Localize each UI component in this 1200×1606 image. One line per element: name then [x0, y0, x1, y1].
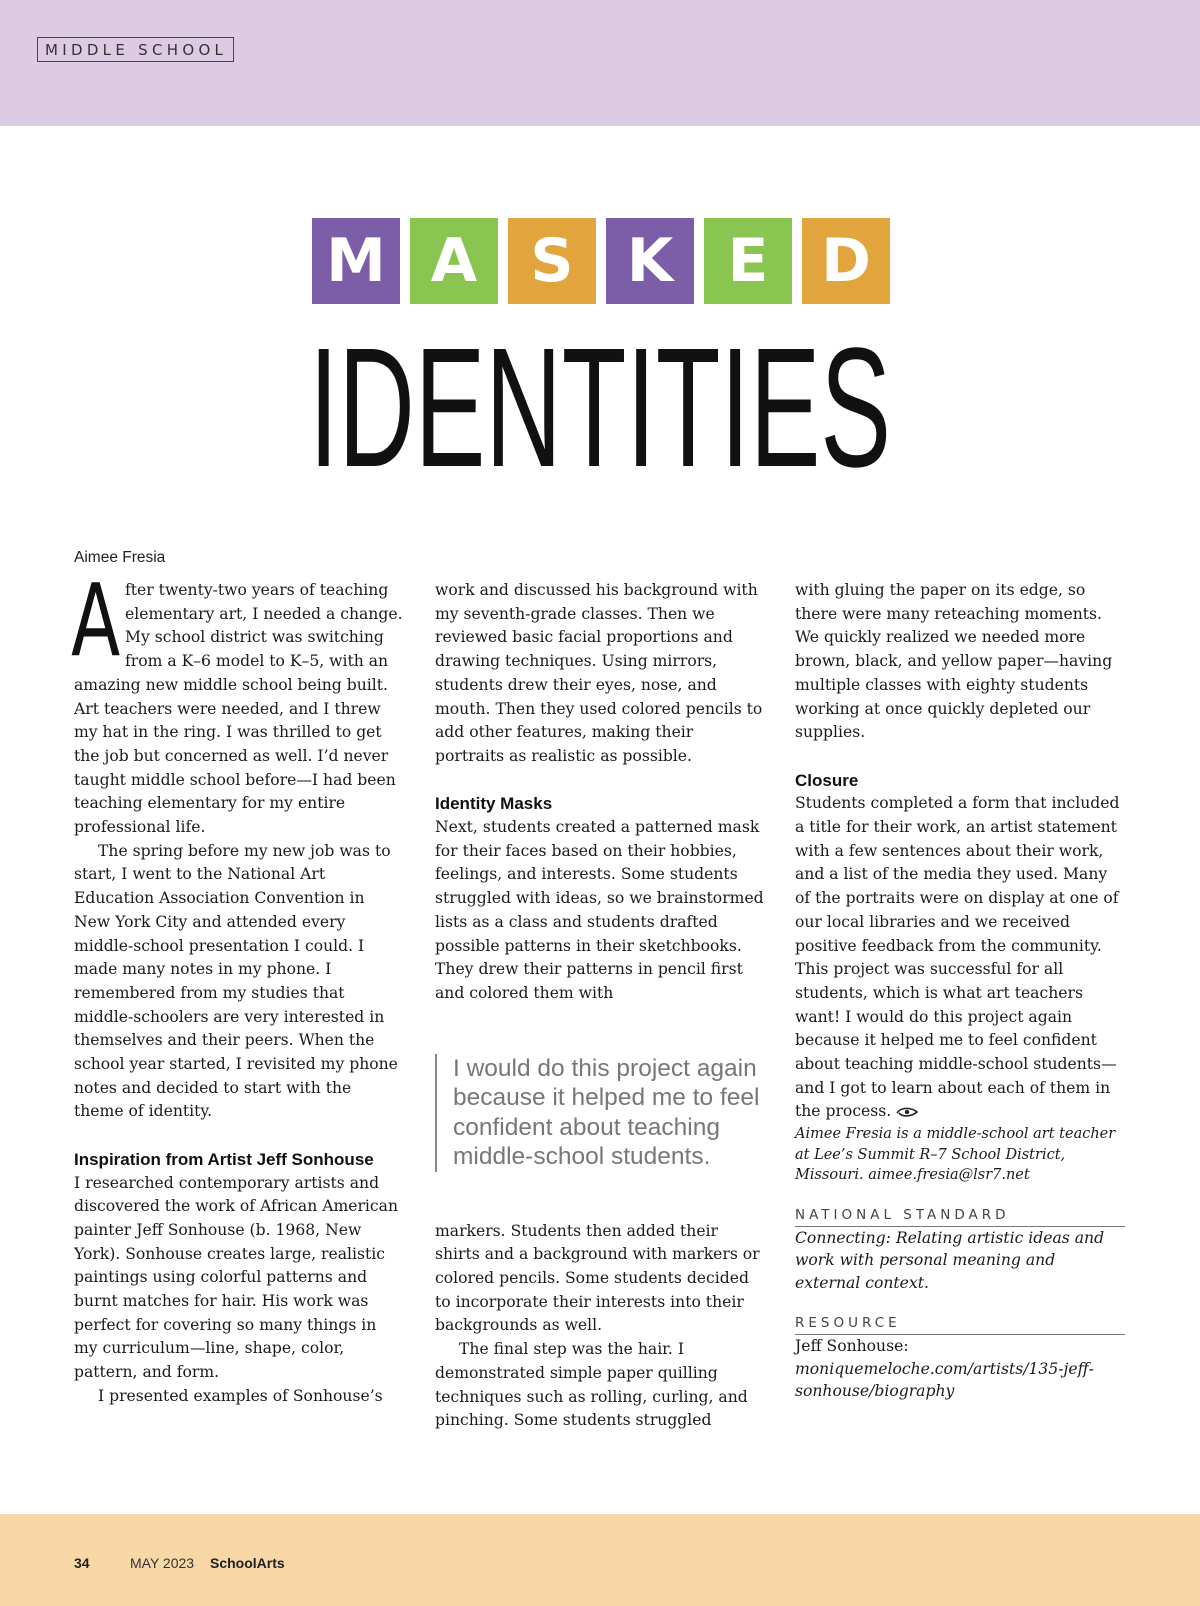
standard-heading: NATIONAL STANDARD	[795, 1207, 1125, 1227]
issue-date: MAY 2023	[130, 1555, 195, 1571]
header-band	[0, 0, 1200, 126]
paragraph-text: fter twenty-two years of teaching elementary art, I needed a change. My school district was switching from a K–6 model to K–5, with an amazing new middle school being built. Art teachers were needed, and I threw my hat in the ring. I was thrilled to get the job but concerned as well. I’d never taught middle school before—I had been teaching elementary for my entire professional life.	[74, 581, 403, 837]
title-masked	[312, 218, 890, 304]
paragraph: Next, students created a patterned mask for their faces based on their hobbies, feelings, and interests. Some students struggled with ideas, so we brainstormed lists as a class and students drafted possible patterns in their sketchbooks. They drew their patterns in pencil first and colored them with	[435, 818, 764, 1002]
resource-heading: RESOURCE	[795, 1315, 1125, 1335]
paragraph	[71, 562, 404, 840]
paragraph: I researched contemporary artists and discovered the work of African American painter Jeff Sonhouse (b. 1968, New York). Sonhouse creates large, realistic paintings using colorful patterns and burnt matches for hair. His work was perfect for covering so many things in my curriculum—line, shape, color, pattern, and form.	[74, 1173, 398, 1382]
title-letter-tile: K	[606, 218, 694, 304]
section-heading: Identity Masks	[435, 794, 553, 814]
end-mark-icon	[895, 1106, 919, 1118]
author-bio: Aimee Fresia is a middle-school art teacher at Lee’s Summit R–7 School District, Missouri. aimee.fresia@lsr7.net	[795, 1126, 1116, 1184]
article-column-1	[71, 562, 404, 1409]
title-letter-tile: D	[802, 218, 890, 304]
byline: Aimee Fresia	[74, 549, 166, 566]
article-column-3	[795, 579, 1125, 1403]
article-column-2	[435, 579, 765, 1433]
title-identities-text: IDENTITIES	[309, 313, 891, 503]
resource-name: Jeff Sonhouse:	[795, 1337, 909, 1356]
paragraph: The spring before my new job was to start, I went to the National Art Education Association Convention in New York City and attended every middle-school presentation I could. I made many notes in my phone. I remembered from my studies that middle-schoolers are very interested in themselves and their peers. When the school year started, I revisited my phone notes and decided to start with the theme of identity.	[74, 841, 398, 1121]
paragraph: with gluing the paper on its edge, so there were many reteaching moments. We quickly realized we needed more brown, black, and yellow paper—having multiple classes with eighty students working at once quickly depleted our supplies.	[795, 581, 1113, 742]
section-heading: Closure	[795, 770, 859, 790]
resource-link[interactable]: moniquemeloche.com/artists/135-jeff-sonhouse/biography	[795, 1359, 1094, 1401]
footer	[74, 1555, 285, 1571]
magazine-name: SchoolArts	[210, 1555, 285, 1571]
section-heading: Inspiration from Artist Jeff Sonhouse	[74, 1149, 374, 1169]
pull-quote: I would do this project again because it helped me to feel confident about teaching middle-school students.	[435, 1054, 765, 1172]
standard-text: Connecting: Relating artistic ideas and work with personal meaning and external context.	[795, 1228, 1105, 1292]
section-tag: MIDDLE SCHOOL	[37, 37, 234, 62]
paragraph-text: Students completed a form that included a title for their work, an artist statement with a few sentences about their work, and a list of the media they used. Many of the portraits were on display at one of our local libraries and we received positive feedback from the community. This project was successful for all students, which is what art teachers want! I would do this project again because it helped me to feel confident about teaching middle-school students—and I got to learn about each of them in the process.	[795, 794, 1120, 1121]
title-letter-tile: M	[312, 218, 400, 304]
drop-cap: A	[71, 562, 121, 679]
title-letter-tile: S	[508, 218, 596, 304]
title-identities	[300, 313, 900, 503]
resource-text	[795, 1335, 1125, 1403]
title-letter-tile: A	[410, 218, 498, 304]
title-letter-tile: E	[704, 218, 792, 304]
paragraph: The final step was the hair. I demonstrated simple paper quilling techniques such as rolling, curling, and pinching. Some students struggled	[435, 1340, 748, 1430]
paragraph: work and discussed his background with my seventh-grade classes. Then we reviewed basic facial proportions and drawing techniques. Using mirrors, students drew their eyes, nose, and mouth. Then they used colored pencils to add other features, making their portraits as realistic as possible.	[435, 581, 763, 765]
paragraph: I presented examples of Sonhouse’s	[98, 1386, 383, 1405]
page-number: 34	[74, 1555, 90, 1571]
paragraph	[795, 792, 1125, 1124]
paragraph: markers. Students then added their shirts and a background with markers or colored pencils. Some students decided to incorporate their interests into their backgrounds as well.	[435, 1221, 760, 1335]
